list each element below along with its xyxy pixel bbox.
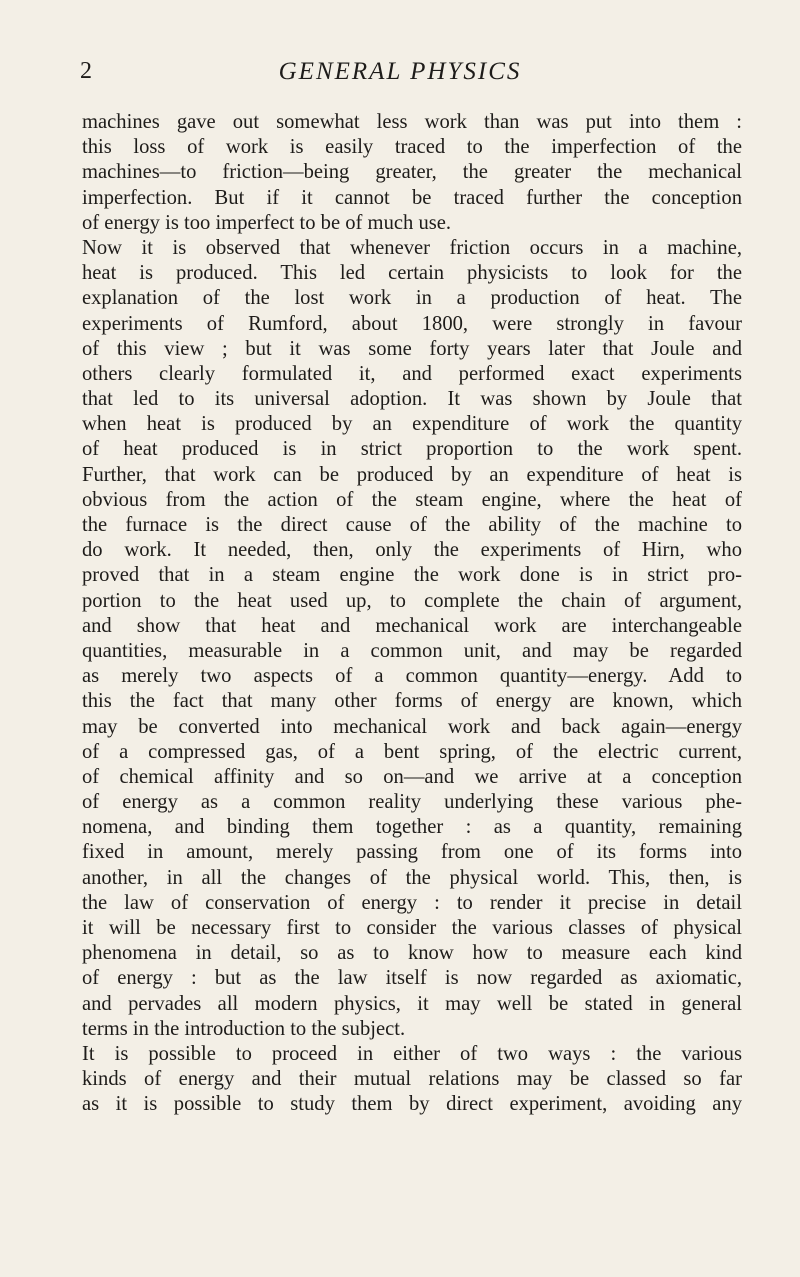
- text-line: of this view ; but it was some forty years later that Joule and: [82, 337, 742, 360]
- text-line: experiments of Rumford, about 1800, were strongly in favour: [82, 312, 742, 335]
- text-line: It is possible to proceed in either of two ways : the various: [82, 1042, 742, 1065]
- text-line: machines—to friction—being greater, the greater the mechanical: [82, 161, 742, 184]
- text-line: when heat is produced by an expenditure of work the quantity: [82, 413, 742, 436]
- body-text: [82, 110, 742, 1118]
- text-line: the law of conservation of energy : to render it precise in detail: [82, 891, 742, 914]
- text-line: this the fact that many other forms of energy are known, which: [82, 690, 742, 713]
- text-line: it will be necessary first to consider the various classes of physical: [82, 917, 742, 939]
- text-line: another, in all the changes of the physical world. This, then, is: [82, 866, 742, 889]
- text-line: Now it is observed that whenever friction occurs in a machine,: [82, 236, 742, 259]
- text-line: heat is produced. This led certain physicists to look for the: [82, 262, 742, 285]
- text-line: Further, that work can be produced by an expenditure of heat is: [82, 463, 742, 486]
- text-line: machines gave out somewhat less work than was put into them :: [82, 111, 742, 133]
- text-line: of energy : but as the law itself is now regarded as axiomatic,: [82, 967, 742, 990]
- text-line: this loss of work is easily traced to the imperfection of the: [82, 136, 742, 159]
- text-line: do work. It needed, then, only the experiments of Hirn, who: [82, 539, 742, 562]
- page-number: 2: [80, 58, 93, 84]
- text-line: imperfection. But if it cannot be traced further the conception: [82, 186, 742, 209]
- text-line: as it is possible to study them by direct experiment, avoiding any: [82, 1093, 742, 1116]
- text-line: and pervades all modern physics, it may well be stated in general: [82, 992, 742, 1015]
- text-line: kinds of energy and their mutual relations may be classed so far: [82, 1068, 742, 1091]
- text-line: proved that in a steam engine the work done is in strict pro-: [82, 564, 742, 587]
- text-line: others clearly formulated it, and performed exact experiments: [82, 362, 742, 385]
- text-line: portion to the heat used up, to complete the chain of argument,: [82, 589, 742, 612]
- text-line: and show that heat and mechanical work are interchangeable: [82, 614, 742, 637]
- page-header: [0, 58, 800, 94]
- text-line: phenomena in detail, so as to know how to measure each kind: [82, 942, 742, 965]
- text-line: nomena, and binding them together : as a quantity, remaining: [82, 816, 742, 839]
- running-title: GENERAL PHYSICS: [278, 58, 522, 85]
- text-line: of energy as a common reality underlying these various phe-: [82, 791, 742, 814]
- text-line: obvious from the action of the steam engine, where the heat of: [82, 488, 742, 511]
- text-line: of energy is too imperfect to be of much use.: [82, 211, 452, 234]
- text-line: that led to its universal adoption. It was shown by Joule that: [82, 388, 742, 411]
- text-line: of a compressed gas, of a bent spring, of the electric current,: [82, 740, 742, 763]
- text-line: fixed in amount, merely passing from one of its forms into: [82, 841, 742, 864]
- text-line: of heat produced is in strict proportion to the work spent.: [82, 438, 742, 461]
- text-line: quantities, measurable in a common unit, and may be regarded: [82, 639, 742, 662]
- text-line: explanation of the lost work in a production of heat. The: [82, 287, 742, 310]
- text-line: terms in the introduction to the subject.: [82, 1017, 406, 1040]
- text-line: as merely two aspects of a common quantity—energy. Add to: [82, 665, 742, 688]
- text-line: may be converted into mechanical work and back again—energy: [82, 715, 742, 738]
- text-line: of chemical affinity and so on—and we arrive at a conception: [82, 765, 742, 788]
- text-line: the furnace is the direct cause of the ability of the machine to: [82, 514, 742, 536]
